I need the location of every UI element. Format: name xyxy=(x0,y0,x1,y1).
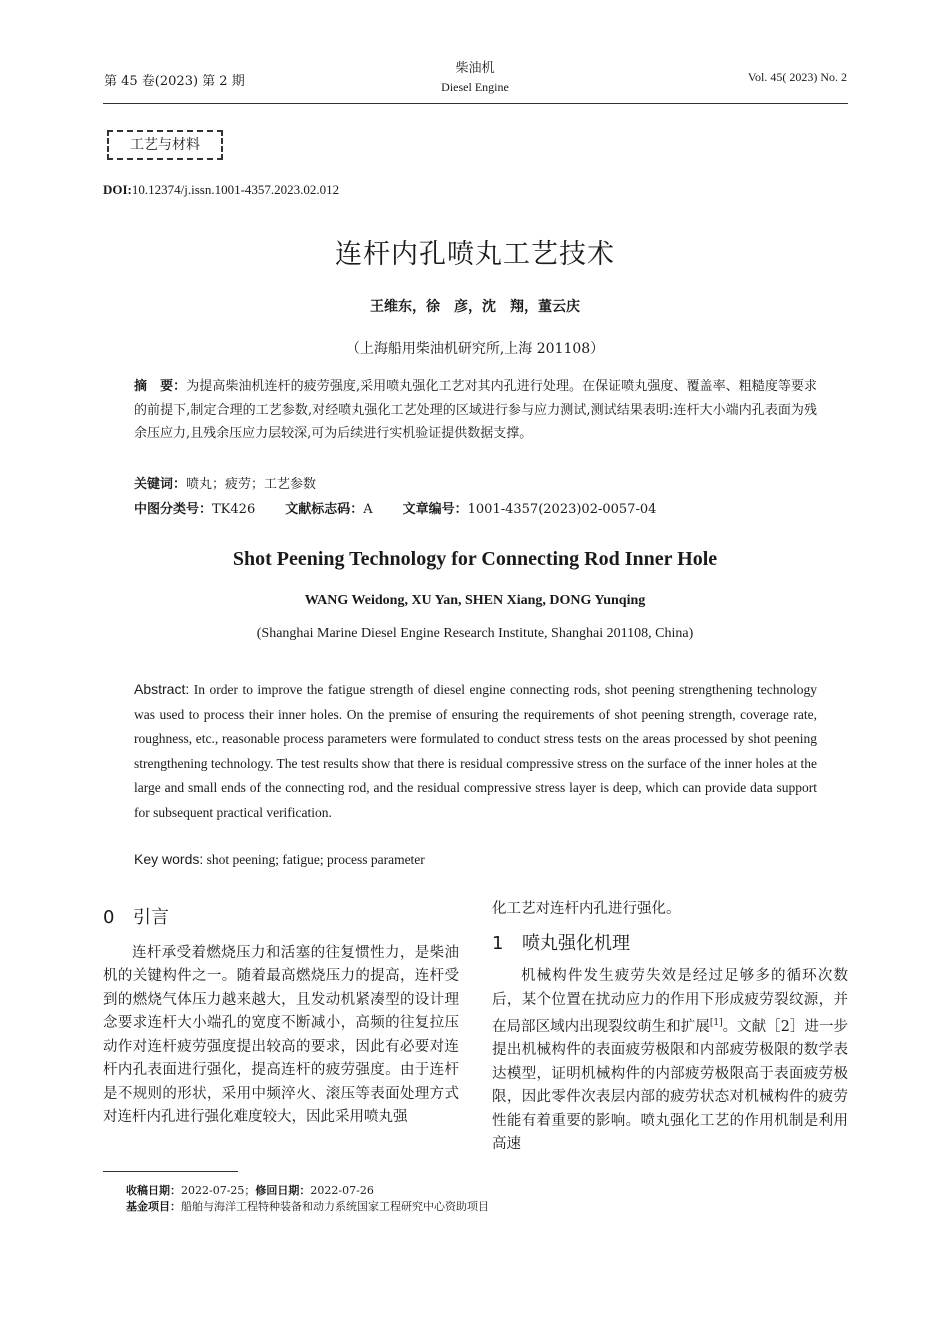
journal-name-en: Diesel Engine xyxy=(441,80,509,94)
citation-1: [1] xyxy=(709,1018,723,1028)
funding-label: 基金项目： xyxy=(126,1200,181,1213)
received-label: 收稿日期： xyxy=(126,1184,181,1197)
journal-name-cn: 柴油机 xyxy=(455,61,495,76)
authors-en: WANG Weidong, XU Yan, SHEN Xiang, DONG Yunqing xyxy=(304,593,646,608)
abstract-en xyxy=(134,677,817,825)
section-1-number: 1 xyxy=(492,932,504,954)
doc-code-label: 文献标志码： xyxy=(285,502,364,517)
journal-issue-en: Vol. 45( 2023) No. 2 xyxy=(747,70,847,84)
affiliation-en: (Shanghai Marine Diesel Engine Research Institute, Shanghai 201108, China) xyxy=(256,626,694,641)
keywords-cn-text: 喷丸；疲劳；工艺参数 xyxy=(186,477,317,492)
abstract-cn-label: 摘 要： xyxy=(134,379,187,394)
authors-cn: 王维东，徐 彦，沈 翔，董云庆 xyxy=(370,299,580,315)
keywords-cn-label: 关键词： xyxy=(134,477,187,492)
footnote-divider xyxy=(103,1171,238,1172)
section-1-text-b: 。文献［2］进一步提出机械构件的表面疲劳极限和内部疲劳极限的数学表达模型，证明机械构件的内部疲劳极限高于表面疲劳极限，因此零件次表层内部的疲劳状态对机械构件的疲劳性能有着重要的影响。喷丸强化工艺的作用机制是利用高速 xyxy=(492,1018,848,1153)
header-divider xyxy=(103,103,848,104)
revised-date: 2022-07-26 xyxy=(310,1184,374,1197)
body-left-column xyxy=(103,906,459,1130)
footnote-dates xyxy=(126,1182,374,1199)
section-0-title: 引言 xyxy=(133,907,169,928)
abstract-cn-text: 为提高柴油机连杆的疲劳强度,采用喷丸强化工艺对其内孔进行处理。在保证喷丸强度、覆盖率、粗糙度等要求的前提下,制定合理的工艺参数,对经喷丸强化工艺处理的区域进行参与应力测试,测试结果表明:连杆大小端内孔表面为残余压应力,且残余压应力层较深,可为后续进行实机验证提供数据支撑。 xyxy=(134,379,817,441)
article-title-en: Shot Peening Technology for Connecting Rod Inner Hole xyxy=(232,548,718,570)
doi-label: DOI: xyxy=(103,182,132,197)
abstract-cn xyxy=(134,375,817,446)
doc-code-value: A xyxy=(363,502,373,517)
article-title-cn: 连杆内孔喷丸工艺技术 xyxy=(335,239,615,270)
keywords-en-text: shot peening; fatigue; process parameter xyxy=(203,852,425,867)
journal-issue-cn: 第 45 卷(2023) 第 2 期 xyxy=(104,74,245,89)
keywords-cn xyxy=(134,473,817,497)
received-date: 2022-07-25； xyxy=(181,1184,256,1197)
body-right-column xyxy=(492,898,848,1157)
keywords-en-label: Key words: xyxy=(134,851,204,867)
article-no-label: 文章编号： xyxy=(402,502,468,517)
abstract-en-text: In order to improve the fatigue strength of diesel engine connecting rods, shot peening strengthening technology was used to process their inner holes. On the premise of ensuring the requirements of shot peening strength, coverage rate, roughness, etc., reasonable process parameters were formulated to conduct stress tests on the areas processed by shot peening strengthening technology. The test results show that there is residual compressive stress on the surface of the inner holes at the large and small ends of the connecting rod, and the residual compressive stress layer is deep, which can provide data support for subsequent practical verification. xyxy=(134,682,817,820)
clc-value: TK426 xyxy=(212,502,256,517)
revised-label: 修回日期： xyxy=(255,1184,311,1197)
clc-label: 中图分类号： xyxy=(134,502,213,517)
section-0-heading xyxy=(103,906,459,930)
keywords-en xyxy=(134,848,817,872)
section-0-continuation: 化工艺对连杆内孔进行强化。 xyxy=(492,901,681,917)
section-0-paragraph: 连杆承受着燃烧压力和活塞的往复惯性力，是柴油机的关键构件之一。随着最高燃烧压力的提高，连杆受到的燃烧气体压力越来越大，且发动机紧凑型的设计理念要求连杆大小端孔的宽度不断减小，高频的往复拉压动作对连杆疲劳强度提出较高的要求，因此有必要对连杆内孔表面进行强化，提高连杆的疲劳强度。由于连杆是不规则的形状，采用中频淬火、滚压等表面处理方式对连杆内孔进行强化难度较大，因此采用喷丸强 xyxy=(103,944,459,1125)
section-1-paragraph xyxy=(492,965,848,1157)
section-1-title: 喷丸强化机理 xyxy=(522,932,630,954)
classification-line xyxy=(134,498,817,522)
doi-value: 10.12374/j.issn.1001-4357.2023.02.012 xyxy=(131,182,340,197)
doi-line xyxy=(103,182,339,198)
journal-name xyxy=(375,60,575,96)
funding-value: 船舶与海洋工程特种装备和动力系统国家工程研究中心资助项目 xyxy=(181,1200,489,1213)
article-no-value: 1001-4357(2023)02-0057-04 xyxy=(467,502,657,517)
abstract-en-label: Abstract: xyxy=(134,681,190,697)
section-0-number: 0 xyxy=(103,907,115,928)
section-1-heading xyxy=(492,932,848,956)
affiliation-cn: （上海船用柴油机研究所,上海 201108） xyxy=(345,341,605,357)
section-1-text-a: 机械构件发生疲劳失效是经过足够多的循环次数后，某个位置在扰动应力的作用下形成疲劳裂纹源，并在局部区域内出现裂纹萌生和扩展 xyxy=(492,968,848,1035)
section-tag: 工艺与材料 xyxy=(107,130,223,160)
footnote-funding xyxy=(126,1198,489,1215)
